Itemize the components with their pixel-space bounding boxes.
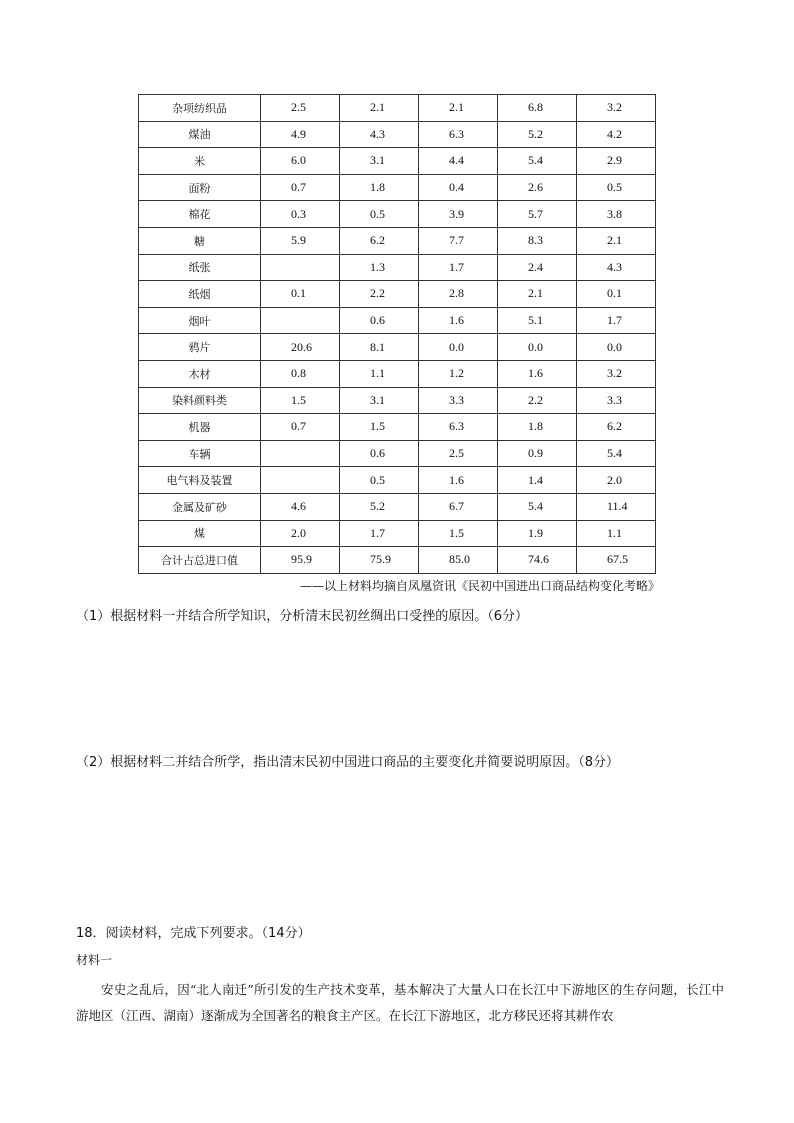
table-cell: 85.0 (419, 547, 498, 574)
row-label: 电气料及装置 (139, 467, 261, 494)
table-row (139, 174, 656, 201)
row-label: 煤 (139, 520, 261, 547)
table-cell: 2.1 (498, 281, 577, 308)
table-cell (261, 467, 340, 494)
table-cell: 1.1 (577, 520, 656, 547)
table-cell: 1.8 (498, 414, 577, 441)
table-cell: 0.1 (261, 281, 340, 308)
import-goods-table (138, 94, 656, 574)
question-1: （1）根据材料一并结合所学知识，分析清末民初丝绸出口受挫的原因。（6分） (76, 609, 529, 624)
row-label: 烟叶 (139, 307, 261, 334)
table-row (139, 121, 656, 148)
table-cell: 0.5 (340, 201, 419, 228)
table-row (139, 281, 656, 308)
table-row (139, 414, 656, 441)
table-cell: 1.8 (340, 174, 419, 201)
question-2: （2）根据材料二并结合所学，指出清末民初中国进口商品的主要变化并简要说明原因。（8分） (76, 755, 620, 770)
table-cell (261, 254, 340, 281)
table-cell: 3.2 (577, 360, 656, 387)
table-cell: 2.6 (498, 174, 577, 201)
table-row (139, 254, 656, 281)
table-cell (261, 440, 340, 467)
table-cell: 1.2 (419, 360, 498, 387)
table-row (139, 387, 656, 414)
table-cell: 5.9 (261, 227, 340, 254)
table-cell: 6.2 (340, 227, 419, 254)
table-cell: 1.4 (498, 467, 577, 494)
row-label: 纸张 (139, 254, 261, 281)
table-cell: 2.0 (261, 520, 340, 547)
table-cell: 0.0 (419, 334, 498, 361)
row-label: 染料颜料类 (139, 387, 261, 414)
table-cell: 2.1 (340, 95, 419, 122)
table-cell: 0.0 (577, 334, 656, 361)
table-cell: 3.3 (419, 387, 498, 414)
table-cell: 1.1 (340, 360, 419, 387)
table-cell: 74.6 (498, 547, 577, 574)
source-citation: ——以上材料均摘自凤凰资讯《民初中国进出口商品结构变化考略》 (300, 579, 661, 593)
table-cell: 6.8 (498, 95, 577, 122)
row-label: 合计占总进口值 (139, 547, 261, 574)
table-cell: 3.2 (577, 95, 656, 122)
table-cell: 5.4 (577, 440, 656, 467)
row-label: 棉花 (139, 201, 261, 228)
row-label: 纸烟 (139, 281, 261, 308)
table-row (139, 360, 656, 387)
row-label: 杂项纺织品 (139, 95, 261, 122)
table-cell: 2.8 (419, 281, 498, 308)
row-label: 木材 (139, 360, 261, 387)
table-cell: 0.7 (261, 414, 340, 441)
table-cell: 1.7 (577, 307, 656, 334)
table-cell: 5.7 (498, 201, 577, 228)
row-label: 糖 (139, 227, 261, 254)
table-cell: 0.6 (340, 307, 419, 334)
table-cell: 1.6 (419, 307, 498, 334)
table-row (139, 307, 656, 334)
table-cell: 20.6 (261, 334, 340, 361)
table-cell: 1.9 (498, 520, 577, 547)
table-cell: 1.6 (419, 467, 498, 494)
table-cell: 6.2 (577, 414, 656, 441)
table-cell: 2.9 (577, 148, 656, 175)
table-cell: 4.6 (261, 493, 340, 520)
row-label: 面粉 (139, 174, 261, 201)
table-cell: 0.4 (419, 174, 498, 201)
table-cell: 0.1 (577, 281, 656, 308)
table-row (139, 201, 656, 228)
table-cell: 3.8 (577, 201, 656, 228)
table-cell: 1.7 (340, 520, 419, 547)
table-cell: 2.1 (419, 95, 498, 122)
table-cell: 2.5 (419, 440, 498, 467)
table-row (139, 493, 656, 520)
table-row (139, 148, 656, 175)
table-row (139, 467, 656, 494)
table-row (139, 227, 656, 254)
table-cell: 67.5 (577, 547, 656, 574)
table-cell: 6.0 (261, 148, 340, 175)
row-label: 煤油 (139, 121, 261, 148)
table-cell: 3.9 (419, 201, 498, 228)
table-cell: 1.5 (261, 387, 340, 414)
table-cell: 2.0 (577, 467, 656, 494)
table-cell: 11.4 (577, 493, 656, 520)
table-cell: 6.3 (419, 121, 498, 148)
table-cell: 1.5 (340, 414, 419, 441)
table-cell: 8.1 (340, 334, 419, 361)
table-cell: 2.2 (498, 387, 577, 414)
table-cell (261, 307, 340, 334)
table-cell: 0.6 (340, 440, 419, 467)
row-label: 金属及矿砂 (139, 493, 261, 520)
table-cell: 1.3 (340, 254, 419, 281)
table-cell: 0.5 (340, 467, 419, 494)
table-cell: 4.3 (577, 254, 656, 281)
table-cell: 95.9 (261, 547, 340, 574)
table-cell: 1.5 (419, 520, 498, 547)
row-label: 米 (139, 148, 261, 175)
table-row (139, 547, 656, 574)
table-cell: 0.7 (261, 174, 340, 201)
table-row (139, 334, 656, 361)
table-row (139, 520, 656, 547)
table-row (139, 95, 656, 122)
table-cell: 4.9 (261, 121, 340, 148)
table-cell: 5.1 (498, 307, 577, 334)
table-cell: 0.5 (577, 174, 656, 201)
table-cell: 2.5 (261, 95, 340, 122)
table-cell: 3.1 (340, 148, 419, 175)
table-cell: 1.6 (498, 360, 577, 387)
table-row (139, 440, 656, 467)
table-cell: 2.4 (498, 254, 577, 281)
table-cell: 0.0 (498, 334, 577, 361)
table-cell: 8.3 (498, 227, 577, 254)
table-cell: 0.9 (498, 440, 577, 467)
table-cell: 0.3 (261, 201, 340, 228)
table-cell: 7.7 (419, 227, 498, 254)
material-1-label: 材料一 (76, 953, 113, 967)
row-label: 机器 (139, 414, 261, 441)
question-18-title: 18．阅读材料，完成下列要求。（14分） (76, 926, 311, 941)
row-label: 车辆 (139, 440, 261, 467)
table-cell: 5.4 (498, 493, 577, 520)
table-cell: 4.4 (419, 148, 498, 175)
table-cell: 0.8 (261, 360, 340, 387)
table-cell: 3.3 (577, 387, 656, 414)
table-cell: 2.2 (340, 281, 419, 308)
table-cell: 2.1 (577, 227, 656, 254)
table-cell: 5.2 (498, 121, 577, 148)
table-cell: 3.1 (340, 387, 419, 414)
row-label: 鸦片 (139, 334, 261, 361)
table-cell: 6.7 (419, 493, 498, 520)
table-cell: 1.7 (419, 254, 498, 281)
material-1-text: 安史之乱后，因“北人南迁”所引发的生产技术变革，基本解决了大量人口在长江中下游地区的生存问题，长江中游地区（江西、湖南）逐渐成为全国著名的粮食主产区。在长江下游地区，北方移民还将其耕作农 (76, 982, 724, 1023)
table-cell: 75.9 (340, 547, 419, 574)
table-cell: 4.3 (340, 121, 419, 148)
table-cell: 5.4 (498, 148, 577, 175)
table-cell: 6.3 (419, 414, 498, 441)
table-cell: 4.2 (577, 121, 656, 148)
table-cell: 5.2 (340, 493, 419, 520)
